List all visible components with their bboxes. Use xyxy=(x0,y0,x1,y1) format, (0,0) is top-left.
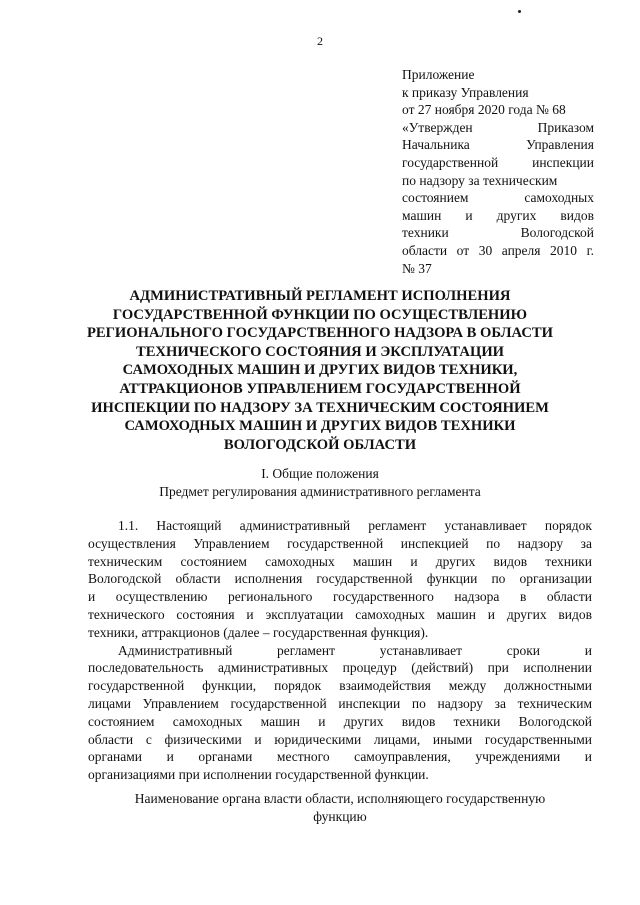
title-line: САМОХОДНЫХ МАШИН И ДРУГИХ ВИДОВ ТЕХНИКИ xyxy=(124,418,516,435)
title-line: ГОСУДАРСТВЕННОЙ ФУНКЦИИ ПО ОСУЩЕСТВЛЕНИЮ xyxy=(112,306,528,323)
paragraph-line: государственной функции, порядок взаимодействия между должностными xyxy=(88,678,592,694)
paragraph-line: технического состояния и эксплуатации самоходных машин и других видов xyxy=(88,606,592,622)
paragraph-line: органами и органами местного самоуправления, учреждениями и xyxy=(88,749,592,765)
approval-line: техники Вологодской xyxy=(402,225,594,241)
paragraph-line: 1.1. Настоящий административный регламент устанавливает порядок xyxy=(118,518,592,533)
title-line: ВОЛОГОДСКОЙ ОБЛАСТИ xyxy=(223,436,417,453)
title-line: ИНСПЕКЦИИ ПО НАДЗОРУ ЗА ТЕХНИЧЕСКИМ СОСТОЯНИЕМ xyxy=(91,399,549,416)
title-line: АТТРАКЦИОНОВ УПРАВЛЕНИЕМ ГОСУДАРСТВЕННОЙ xyxy=(119,380,521,397)
section-subheading: Предмет регулирования административного регламента xyxy=(159,484,481,499)
paragraph-line: последовательность административных процедур (действий) при исполнении xyxy=(88,660,592,676)
approval-line: области от 30 апреля 2010 г. xyxy=(402,242,594,258)
approval-line: «Утвержден Приказом xyxy=(402,119,594,135)
section-header xyxy=(0,465,640,501)
title-line: АДМИНИСТРАТИВНЫЙ РЕГЛАМЕНТ ИСПОЛНЕНИЯ xyxy=(129,288,511,304)
approval-line: государственной инспекции xyxy=(402,154,594,170)
section-heading: I. Общие положения xyxy=(261,466,379,481)
scan-speck xyxy=(518,10,521,13)
subsection-heading-line: Наименование органа власти области, исполняющего государственную xyxy=(134,791,546,806)
title-line: РЕГИОНАЛЬНОГО ГОСУДАРСТВЕННОГО НАДЗОРА В ОБЛАСТИ xyxy=(86,325,553,342)
paragraph-line: и осуществлению регионального государственного надзора в области xyxy=(88,589,592,605)
paragraph-line: осуществления Управлением государственной инспекцией по надзору за xyxy=(88,535,592,551)
approval-line: состоянием самоходных xyxy=(402,190,594,206)
approval-line: № 37 xyxy=(402,260,432,276)
approval-line: к приказу Управления xyxy=(402,84,529,100)
approval-block xyxy=(402,66,594,277)
paragraph-line: организациями при исполнении государственной функции. xyxy=(88,767,429,783)
approval-line: Начальника Управления xyxy=(402,137,594,153)
title-line: ТЕХНИЧЕСКОГО СОСТОЯНИЯ И ЭКСПЛУАТАЦИИ xyxy=(135,343,505,360)
subsection-heading xyxy=(88,790,592,826)
paragraph-line: лицами Управлением государственной инспекции по надзору за техническим xyxy=(88,695,592,711)
body-text xyxy=(88,517,592,784)
approval-line: машин и других видов xyxy=(402,207,594,223)
approval-line: от 27 ноября 2020 года № 68 xyxy=(402,102,566,118)
approval-line: по надзору за техническим xyxy=(402,172,558,188)
paragraph-line: техники, аттракционов (далее – государственная функция). xyxy=(88,624,429,640)
paragraph-line: состоянием самоходных машин и других видов техники Вологодской xyxy=(88,713,592,729)
paragraph-line: области с физическими и юридическими лицами, иными государственными xyxy=(88,731,592,747)
paragraph-line: Вологодской области исполнения государственной функции по организации xyxy=(88,571,592,587)
approval-line: Приложение xyxy=(402,67,475,82)
subsection-heading-line: функцию xyxy=(313,809,367,824)
page-number: 2 xyxy=(317,34,323,48)
paragraph-line: Административный регламент устанавливает сроки и xyxy=(118,642,592,658)
document-title xyxy=(70,287,570,454)
paragraph-line: техническим состоянием самоходных машин и других видов техники xyxy=(88,553,592,569)
title-line: САМОХОДНЫХ МАШИН И ДРУГИХ ВИДОВ ТЕХНИКИ, xyxy=(122,362,518,379)
